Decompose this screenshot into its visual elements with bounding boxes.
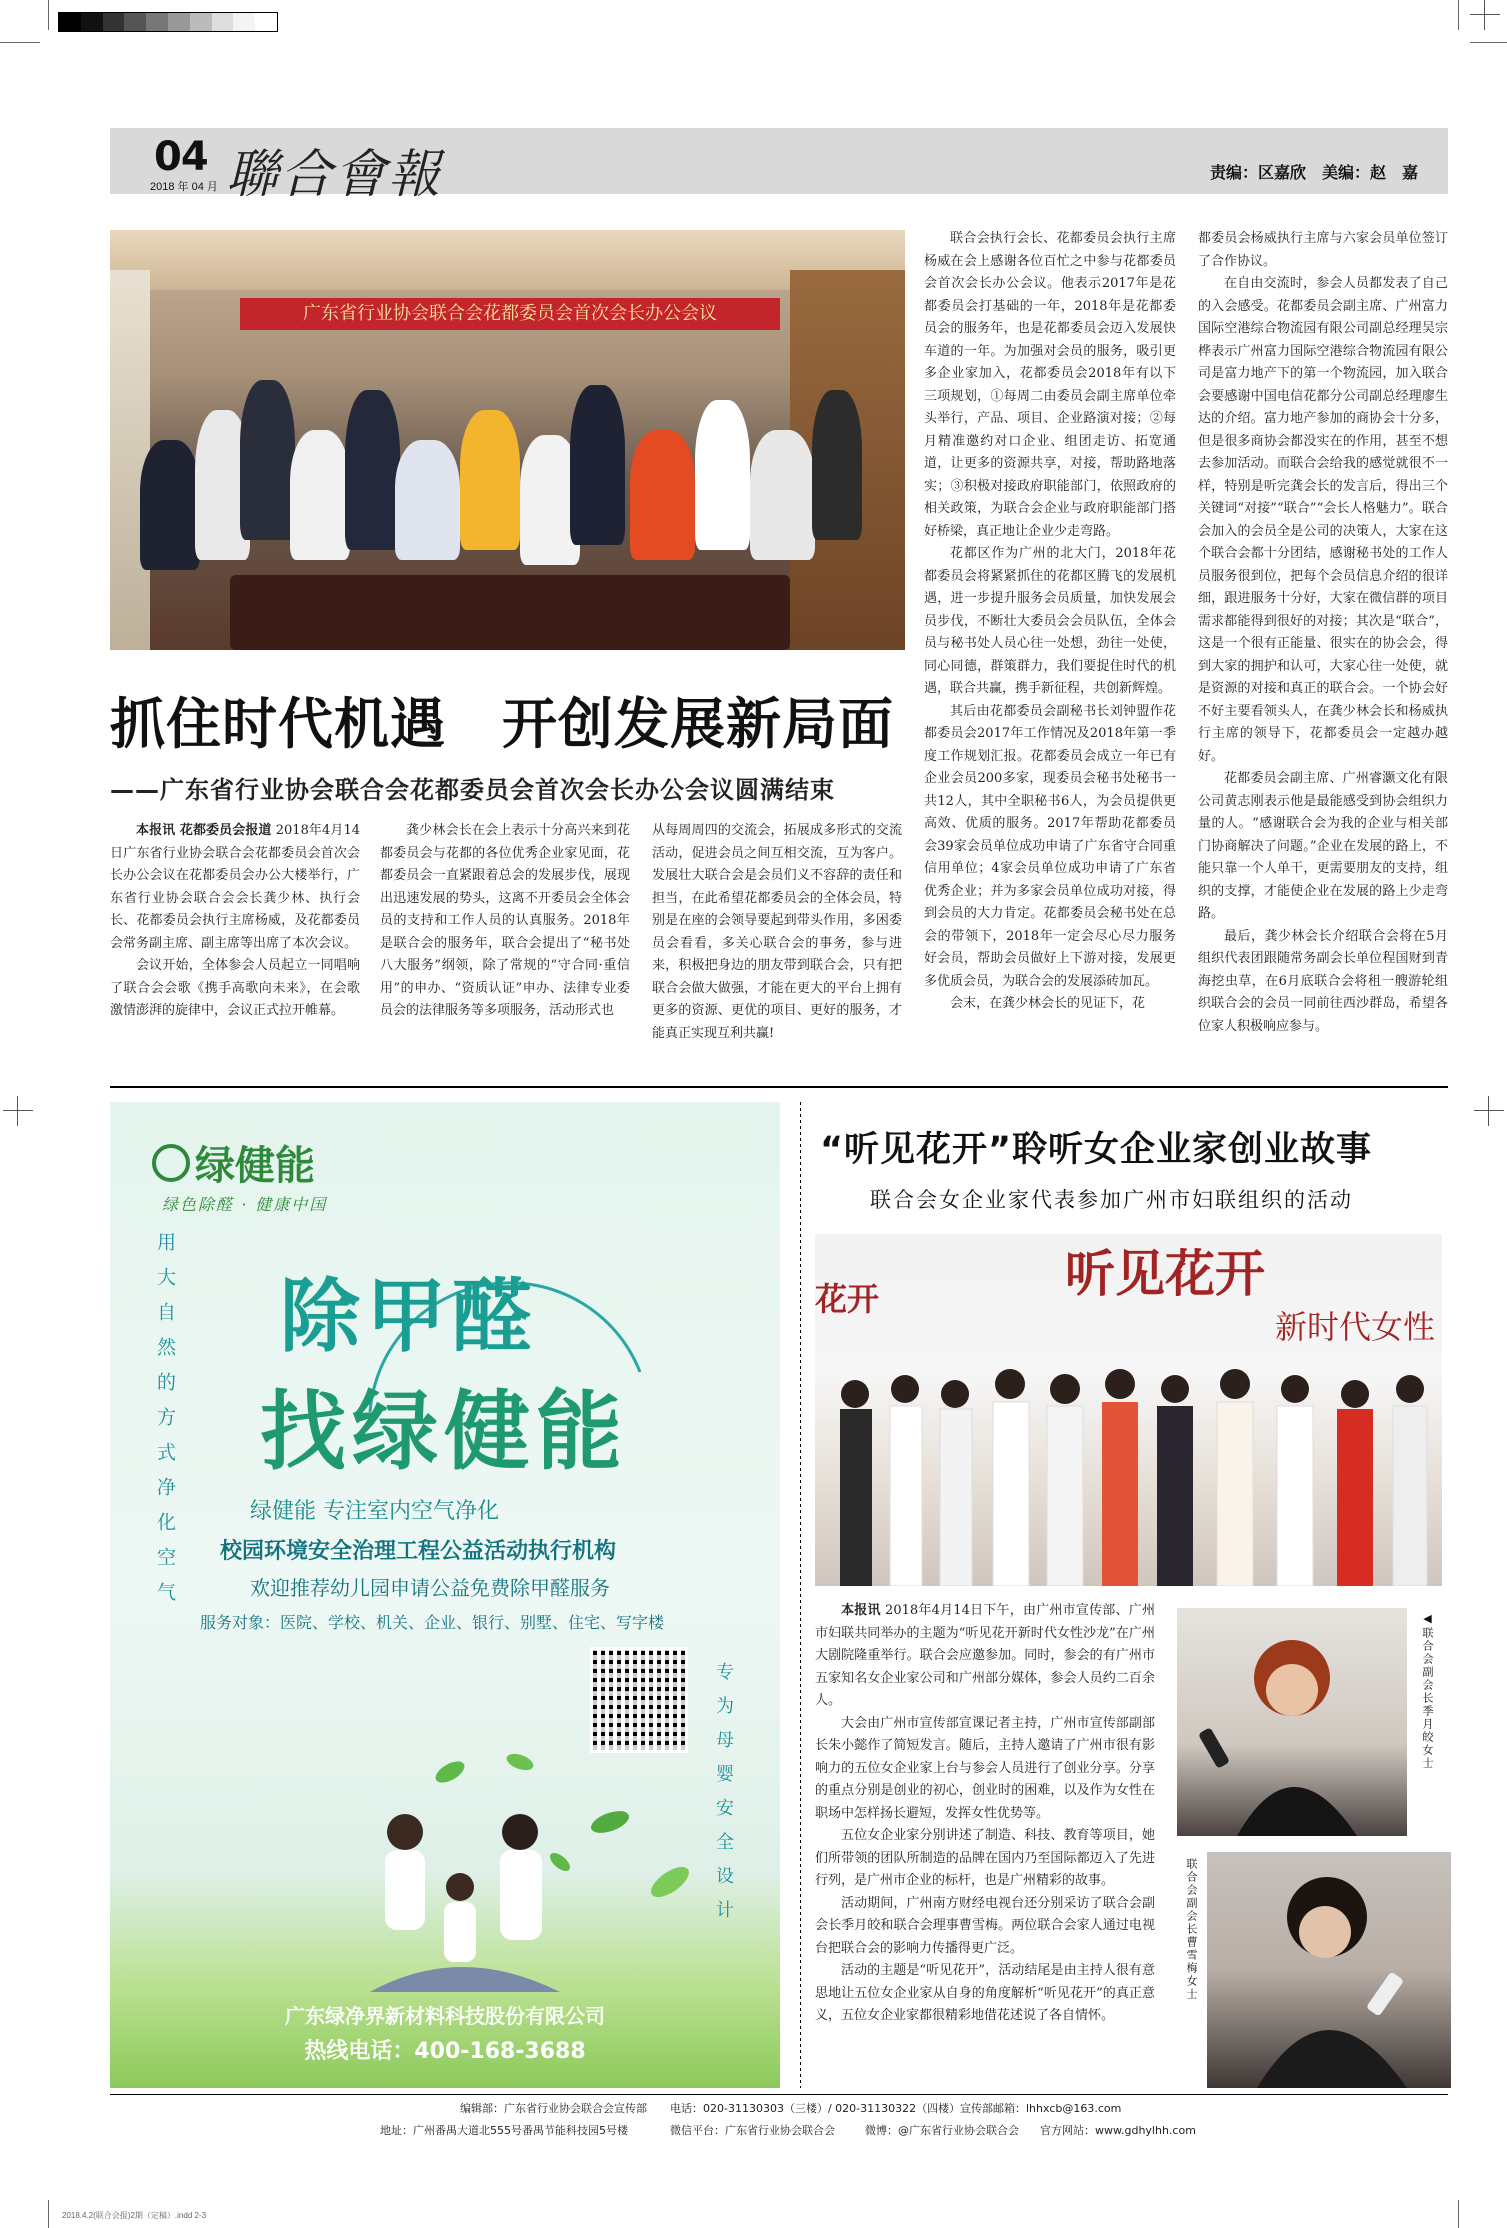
crop-mark (1458, 0, 1459, 30)
ad-line-1: 绿健能 专注室内空气净化 (250, 1499, 499, 1524)
footer-wechat: 微信平台：广东省行业协会联合会 (670, 2124, 835, 2137)
editors-credit: 责编：区嘉欣 美编：赵 嘉 (1209, 163, 1418, 182)
group-of-women-icon (815, 1334, 1442, 1586)
paragraph: 五位女企业家分别讲述了制造、科技、教育等项目，她们所带领的团队所制造的品牌在国内乃至国际都迈入了先进行列，是广州市企业的标杆，也是广州精彩的故事。 (815, 1828, 1155, 1888)
crop-mark (1470, 42, 1507, 43)
paragraph: 其后由花都委员会副秘书长刘钟盟作花都委员会2017年工作情况及2018年第一季度工作规划汇报。花都委员会成立一年已有企业会员200多家，现委员会秘书处秘书一共12人，其中全职秘书6人，为会员提供更高效、优质的服务。2017年帮助花都委员会39家会员单位成功申请了广东省守合同重信用单位；4家会员单位成功申请了广东省优秀企业；并为多家会员单位成功对接，得到会员的大力肯定。花都委员会秘书处在总会的带领下，2018年一定会尽心尽力服务好会员，帮助会员做好上下游对接，发展更多优质会员，为联合会的发展添砖加瓦。 (924, 703, 1176, 989)
masthead-logo: 聯合會報 (226, 145, 443, 205)
story1-column-4 (924, 228, 1176, 1016)
photo-backdrop-text: 花开 (815, 1280, 880, 1318)
paragraph: 从每周周四的交流会，拓展成多形式的交流活动，促进会员之间互相交流，互为客户。发展壮大联合会是会员们义不容辞的责任和担当，在此希望花都委员会的全体会员，特别是在座的会领导要起到带头作用，多困委员会看看，多关心联合会的事务，参与进来，积极把身边的朋友带到联合会，只有把联合会做大做强，才能在更大的平台上拥有更多的资源、更优的项目、更好的服务，才能真正实现互利共赢! (652, 823, 902, 1041)
meeting-group-photo (110, 230, 905, 650)
paragraph: 活动的主题是“听见花开”，活动结尾是由主持人很有意思地让五位女企业家从自身的角度解析“听见花开”的真正意义，五位女企业家都很精彩地借花述说了各自情怀。 (815, 1963, 1155, 2023)
paragraph: 联合会执行会长、花都委员会执行主席杨威在会上感谢各位百忙之中参与花都委员会首次会长办公会议。他表示2017年是花都委员会打基础的一年，2018年是花都委员会的服务年，也是花都委员会迈入发展快车道的一年。为加强对会员的服务，吸引更多企业家加入，花都委员会2018年有以下三项规划，①每周二由委员会副主席单位牵头举行，产品、项目、企业路演对接；②每月精准邀约对口企业、组团走访、拓宽通道，让更多的资源共享，对接，帮助路地落实；③积极对接政府职能部门，依照政府的相关政策，为联合会企业与政府职能部门搭好桥梁，真正地让企业少走弯路。 (924, 231, 1176, 539)
paragraph: 会议开始，全体参会人员起立一同唱响了联合会会歌《携手高歌向未来》，在会歌激情澎湃的旋律中，会议正式拉开帷幕。 (110, 958, 360, 1018)
leaf-logo-icon (152, 1144, 190, 1182)
printer-color-bar (58, 12, 278, 32)
story1-headline: 抓住时代机遇 开创发展新局面 (110, 692, 895, 756)
interview-photo-ji-yuejiao (1177, 1608, 1407, 1836)
ad-slogan: 绿色除醛 · 健康中国 (162, 1195, 328, 1214)
registration-mark (1474, 1096, 1504, 1126)
section-divider (110, 1086, 1448, 1088)
ad-hotline: 热线电话：400-168-3688 (304, 2039, 586, 2064)
paragraph: 2018年4月14日下午，由广州市宣传部、广州市妇联共同举办的主题为“听见花开新时代女性沙龙”在广州大剧院隆重举行。联合会应邀参加。同时，参会的有广州市五家知名女企业家公司和广州部分媒体，参会人员约二百余人。 (815, 1603, 1155, 1708)
ad-company: 广东绿净界新材料科技股份有限公司 (285, 2004, 605, 2028)
ad-line-2: 校园环境安全治理工程公益活动执行机构 (220, 1539, 617, 1564)
crop-mark (1458, 2200, 1459, 2228)
footer-editorial: 编辑部：广东省行业协会联合会宣传部 (460, 2102, 647, 2115)
paragraph: 在自由交流时，参会人员都发表了自己的入会感受。花都委员会副主席、广州富力国际空港综合物流园有限公司副总经理吴宗桦表示广州富力国际空港综合物流园有限公司是富力地产下的第一个物流园，加入联合会要感谢中国电信花都分公司副总经理廖生达的介绍。富力地产参加的商协会十分多，但是很多商协会都没实在的作用，甚至不想去参加活动。而联合会给我的感觉就很不一样，特别是听完龚会长的发言后，得出三个关键词“对接”“联合”“会长人格魅力”。联合会加入的会员全是公司的决策人，大家在这个联合会都十分团结，感谢秘书处的工作人员服务很到位，把每个会员信息介绍的很详细，跟进服务十分好，大家在微信群的项目需求都能得到很好的对接；其次是“联合”，这是一个很有正能量、很实在的协会会，得到大家的拥护和认可，大家心往一处使，就是资源的对接和真正的联合会。一个协会好不好主要看领头人，在龚少林会长和杨威执行主席的领导下，花都委员会一定越办越好。 (1198, 276, 1448, 764)
ad-vertical-tagline: 用大自然的方式净化空气 (154, 1232, 176, 1617)
story2-subheadline: 联合会女企业家代表参加广州市妇联组织的活动 (870, 1188, 1353, 1212)
story1-column-1 (110, 820, 360, 1023)
paragraph: 大会由广州市宣传部宣课记者主持，广州市宣传部副部长朱小懿作了简短发言。随后，主持人邀请了广州市很有影响力的五位女企业家上台与参会人员进行了创业分享。分享的重点分别是创业的初心，创业时的困难，以及作为女性在职场中怎样扬长避短，发挥女性优势等。 (815, 1715, 1155, 1821)
photo-caption-2: 联合会副会长曹雪梅女士 (1185, 1858, 1198, 2001)
story2-dateline: 本报讯 (841, 1603, 881, 1618)
footer-website: 官方网站：www.gdhylhh.com (1040, 2124, 1196, 2137)
crop-mark (0, 42, 40, 43)
registration-mark (3, 1096, 33, 1126)
ad-line-3: 欢迎推荐幼儿园申请公益免费除甲醛服务 (250, 1576, 610, 1600)
paragraph: 会末，在龚少林会长的见证下，花 (950, 996, 1146, 1011)
ad-headline-1: 除甲醛 (280, 1270, 538, 1363)
paragraph: 花都委员会副主席、广州睿灏文化有限公司黄志刚表示他是最能感受到协会组织力量的人。“感谢联合会为我的企业与相关部门协商解决了问题。”企业在发展的路上，不能只靠一个人单干，更需要朋友的支持，组织的支撑，才能使企业在发展的路上少走弯路。 (1198, 771, 1448, 921)
conference-table (230, 575, 790, 650)
crop-mark (48, 2200, 49, 2228)
interview-photo-cao-xuemei (1207, 1852, 1451, 2088)
photo-backdrop-subtitle: 新时代女性 (1275, 1308, 1436, 1346)
footer-email: 宣传部邮箱：lhhxcb@163.com (960, 2102, 1122, 2115)
story1-column-2 (380, 820, 630, 1023)
ad-vertical-tagline-right: 专为母婴安全设计 (713, 1662, 734, 1934)
attendees (140, 370, 870, 560)
photo-caption-1: ◀联合会副会长季月皎女士 (1421, 1612, 1434, 1770)
ad-headline-2: 找绿健能 (260, 1382, 628, 1482)
interviewee-icon (1177, 1608, 1407, 1836)
paragraph: 龚少林会长在会上表示十分高兴来到花都委员会与花都的各位优秀企业家见面，花都委员会一直紧跟着总会的发展步伐，展现出迅速发展的势头，这离不开委员会全体会员的支持和工作人员的认真服务。2018年是联合会的服务年，联合会提出了“秘书处八大服务”纲领，除了常规的“守合同·重信用”的申办、“资质认证”申办、法律专业委员会的法律服务等多项服务，活动形式也 (380, 823, 630, 1018)
women-entrepreneurs-photo (815, 1234, 1442, 1586)
page-header (110, 128, 1448, 205)
ad-service-targets: 服务对象：医院、学校、机关、企业、银行、别墅、住宅、写字楼 (200, 1613, 665, 1632)
page-number: 04 (154, 134, 208, 180)
footer-rule (110, 2094, 1448, 2095)
story1-subheadline: ——广东省行业协会联合会花都委员会首次会长办公会议圆满结束 (110, 776, 835, 804)
footer-weibo: 微博：@广东省行业协会联合会 (865, 2124, 1019, 2137)
leaf-decoration-icon (410, 1742, 730, 1922)
air-purifier-advertisement (110, 1102, 780, 2088)
interviewee-icon (1207, 1852, 1451, 2088)
print-slug: 2018.4.2(联合会报)2期（定稿）.indd 2-3 (62, 2211, 207, 2220)
crop-mark (48, 0, 49, 30)
story1-dateline: 本报讯 花都委员会报道 (136, 823, 272, 838)
paragraph: 最后，龚少林会长介绍联合会将在5月组织代表团跟随常务副会长单位程国财到青海挖虫草，在6月底联合会将租一艘游轮组织联合会的会员一同前往西沙群岛，希望各位家人积极响应参与。 (1198, 928, 1448, 1034)
issue-date: 2018 年 04 月 (150, 181, 218, 193)
story1-column-5 (1198, 228, 1448, 1038)
column-divider (800, 1102, 801, 2088)
paragraph: 都委员会杨威执行主席与六家会员单位签订了合作协议。 (1198, 231, 1448, 269)
footer-phone: 电话：020-31130303（三楼）/ 020-31130322（四楼） (670, 2102, 961, 2115)
registration-mark (1470, 0, 1500, 30)
footer-address: 地址：广州番禺大道北555号番禺节能科技园5号楼 (380, 2124, 628, 2137)
ad-brand: 绿健能 (195, 1143, 315, 1189)
qr-code-icon (590, 1647, 688, 1753)
story2-body (815, 1600, 1155, 2028)
photo-backdrop-title: 听见花开 (1065, 1245, 1265, 1303)
paragraph: 活动期间，广州南方财经电视台还分别采访了联合会副会长季月皎和联合会理事曹雪梅。两位联合会家人通过电视台把联合会的影响力传播得更广泛。 (815, 1895, 1155, 1956)
story1-column-3 (652, 820, 902, 1045)
paragraph: 花都区作为广州的北大门，2018年花都委员会将紧紧抓住的花都区腾飞的发展机遇，进一步提升服务会员质量，加快发展会员步伐，不断壮大委员会会员队伍，全体会员与秘书处人员心往一处想，劲往一处使，同心同德，群策群力，我们要捉住时代的机遇，联合共赢，携手新征程，共创新辉煌。 (924, 546, 1176, 696)
paragraph: 2018年4月14日广东省行业协会联合会花都委员会首次会长办公会议在花都委员会办公大楼举行，广东省行业协会联合会会长龚少林、执行会长、花都委员会执行主席杨威，及花都委员会常务副主席、副主席等出席了本次会议。 (110, 823, 361, 951)
story2-headline: “听见花开”聆听女企业家创业故事 (820, 1130, 1373, 1170)
meeting-banner: 广东省行业协会联合会花都委员会首次会长办公会议 (240, 298, 780, 330)
